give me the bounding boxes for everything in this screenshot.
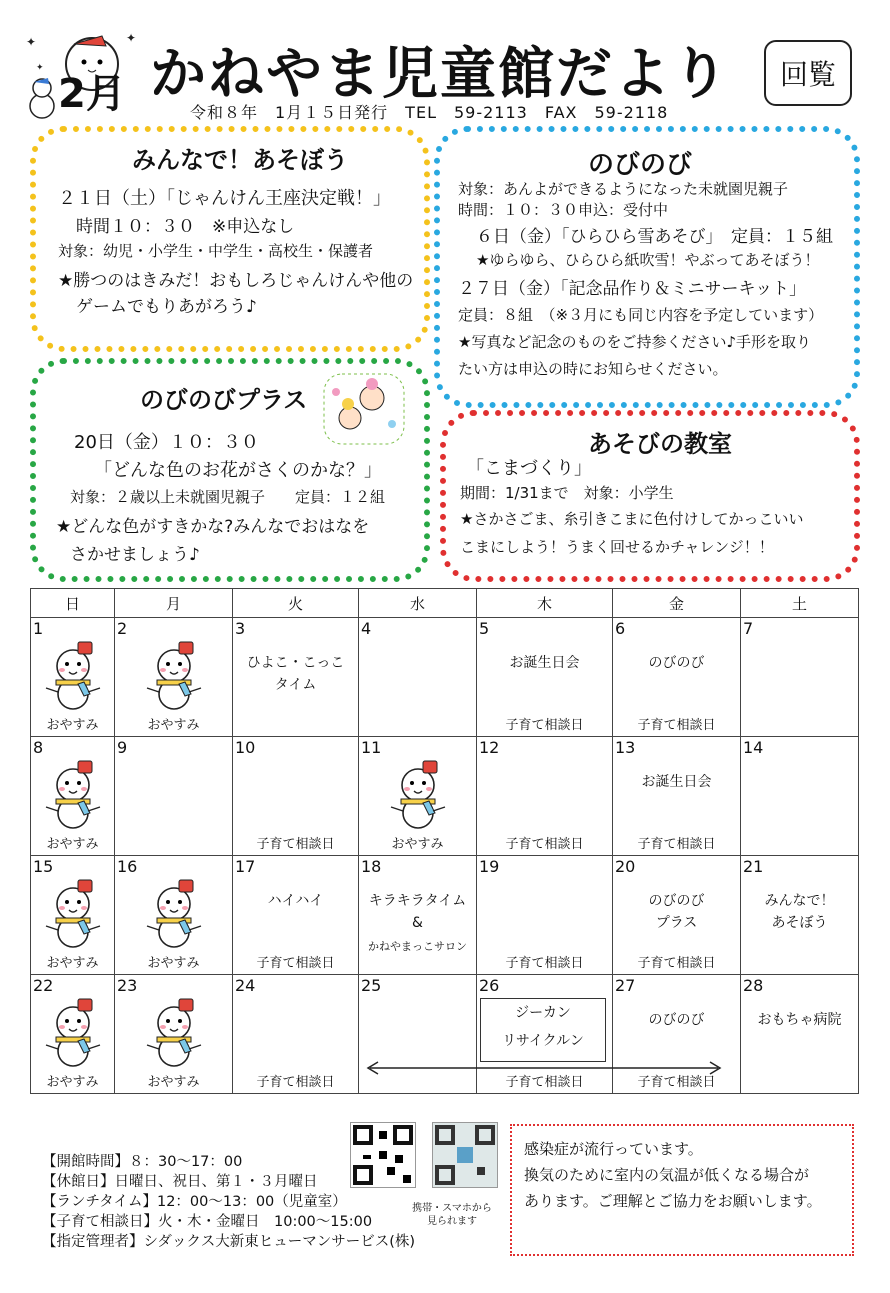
info-line: 【開館時間】８：30～17：00 <box>42 1154 243 1170</box>
calendar-event: おもちゃ病院 <box>757 1012 842 1028</box>
day-number: 27 <box>615 976 636 995</box>
minnade-heading: みんなで！あそぼう <box>132 146 348 174</box>
day-number: 14 <box>743 738 764 757</box>
cell-footer: 子育て相談日 <box>637 1075 716 1090</box>
nobinobi-line: たい方は申込の時にお知らせください。 <box>458 360 728 378</box>
snowman-icon <box>139 876 209 948</box>
cell-footer: おやすみ <box>391 837 444 852</box>
calendar-day-cell[interactable] <box>359 618 477 737</box>
qr-code-icon[interactable] <box>432 1122 498 1188</box>
cell-footer: 子育て相談日 <box>637 718 716 733</box>
day-number: 26 <box>479 976 500 995</box>
calendar-event: のびのび <box>648 1012 705 1028</box>
day-number: 17 <box>235 857 256 876</box>
plus-line: 「どんな色のお花がさくのかな？」 <box>94 460 382 481</box>
nobinobi-line: 時間：１０：３０申込：受付中 <box>458 201 669 219</box>
info-line: 【指定管理者】シダックス大新東ヒューマンサービス(株) <box>42 1234 416 1250</box>
day-number: 9 <box>117 738 128 757</box>
nobinobi-line: ★写真など記念のものをご持参ください♪手形を取り <box>458 333 812 351</box>
cell-footer: 子育て相談日 <box>637 837 716 852</box>
asobi-line: こまにしよう！うまく回せるかチャレンジ！！ <box>460 538 774 556</box>
weekday-wed: 水 <box>359 589 477 618</box>
qr-code-icon[interactable] <box>350 1122 416 1188</box>
day-number: 10 <box>235 738 256 757</box>
day-number: 5 <box>479 619 490 638</box>
weekday-thu: 木 <box>477 589 613 618</box>
svg-text:✦: ✦ <box>26 35 37 49</box>
minnade-line: ゲームでもりあがろう♪ <box>76 297 257 317</box>
day-number: 3 <box>235 619 246 638</box>
calendar-day-cell[interactable] <box>359 856 477 975</box>
snowman-icon <box>139 638 209 710</box>
info-line: 【休館日】日曜日、祝日、第１・３月曜日 <box>42 1174 318 1190</box>
calendar <box>30 588 859 1094</box>
day-number: 6 <box>615 619 626 638</box>
day-number: 1 <box>33 619 44 638</box>
cell-footer: おやすみ <box>46 1075 99 1090</box>
calendar-day-cell[interactable] <box>741 618 859 737</box>
calendar-day-cell[interactable] <box>115 856 233 975</box>
calendar-day-cell[interactable] <box>31 975 115 1094</box>
calendar-event: のびのび <box>648 655 705 671</box>
day-number: 28 <box>743 976 764 995</box>
nobinobi-heading: のびのび <box>588 150 693 180</box>
cell-footer: 子育て相談日 <box>505 1075 584 1090</box>
calendar-day-cell[interactable] <box>31 737 115 856</box>
snowman-icon <box>38 757 108 829</box>
calendar-day-cell[interactable] <box>31 618 115 737</box>
plus-heading: のびのびプラス <box>140 386 308 414</box>
cell-footer: おやすみ <box>147 956 200 971</box>
day-number: 24 <box>235 976 256 995</box>
weekday-sun: 日 <box>31 589 115 618</box>
calendar-week-row <box>31 618 859 737</box>
calendar-day-cell[interactable] <box>477 856 613 975</box>
day-number: 12 <box>479 738 500 757</box>
plus-line: 対象：２歳以上未就園児親子 定員：１２組 <box>70 488 386 506</box>
notice-line: あります。ご理解とご協力をお願いします。 <box>524 1192 822 1210</box>
calendar-day-cell[interactable] <box>359 737 477 856</box>
calendar-event: お誕生日会 <box>641 774 712 790</box>
calendar-day-cell[interactable] <box>115 975 233 1094</box>
cell-footer: 子育て相談日 <box>256 837 335 852</box>
recycle-line: リサイクルン <box>502 1033 584 1049</box>
day-number: 15 <box>33 857 54 876</box>
day-number: 2 <box>117 619 128 638</box>
nobinobi-line: 定員：８組 （※３月にも同じ内容を予定しています） <box>458 306 824 324</box>
snowman-icon <box>38 876 108 948</box>
plus-line: ★どんな色がすきかな?みんなでおはなを <box>56 517 370 537</box>
page-title: かねやま児童館だより <box>150 42 730 107</box>
calendar-event: みんなで！ <box>764 893 835 909</box>
cell-footer: 子育て相談日 <box>256 1075 335 1090</box>
calendar-week-row <box>31 737 859 856</box>
cell-footer: おやすみ <box>147 1075 200 1090</box>
svg-text:✦: ✦ <box>126 31 137 45</box>
cell-footer: 子育て相談日 <box>505 956 584 971</box>
calendar-day-cell[interactable] <box>233 737 359 856</box>
calendar-day-cell[interactable] <box>477 737 613 856</box>
asobi-line: 期間：1/31まで 対象：小学生 <box>460 484 674 502</box>
weekday-tue: 火 <box>233 589 359 618</box>
recycle-line: ジーカン <box>515 1005 571 1021</box>
qr-note-line: 見られます <box>427 1216 477 1227</box>
calendar-event: ハイハイ <box>267 893 324 909</box>
weekday-fri: 金 <box>613 589 741 618</box>
cell-footer: 子育て相談日 <box>505 837 584 852</box>
calendar-day-cell[interactable] <box>741 737 859 856</box>
recycle-period-arrow-icon <box>364 1058 724 1078</box>
calendar-day-cell[interactable] <box>233 856 359 975</box>
notice-line: 感染症が流行っています。 <box>524 1140 703 1158</box>
calendar-event: & <box>412 915 423 931</box>
info-line: 【子育て相談日】火・木・金曜日 10:00～15:00 <box>42 1214 373 1230</box>
calendar-event: プラス <box>655 915 698 931</box>
day-number: 4 <box>361 619 372 638</box>
day-number: 11 <box>361 738 382 757</box>
asobi-line: 「こまづくり」 <box>466 458 592 479</box>
calendar-event: タイム <box>274 677 317 693</box>
calendar-event: のびのび <box>648 893 705 909</box>
weekday-sat: 土 <box>741 589 859 618</box>
minnade-line: ★勝つのはきみだ！おもしろじゃんけんや他の <box>58 271 414 291</box>
snowman-icon <box>139 995 209 1067</box>
svg-text:✦: ✦ <box>36 63 44 73</box>
day-number: 18 <box>361 857 382 876</box>
nobinobi-line: ２７日（金）「記念品作り＆ミニサーキット」 <box>458 279 807 299</box>
day-number: 21 <box>743 857 764 876</box>
calendar-event: ひよこ・こっこ <box>246 655 345 671</box>
calendar-day-cell[interactable] <box>115 737 233 856</box>
cell-footer: 子育て相談日 <box>505 718 584 733</box>
calendar-day-cell[interactable] <box>477 618 613 737</box>
nobinobi-line: ★ゆらゆら、ひらひら紙吹雪！やぶってあそぼう！ <box>476 251 820 269</box>
cell-footer: おやすみ <box>46 956 99 971</box>
day-number: 8 <box>33 738 44 757</box>
calendar-day-cell[interactable] <box>741 975 859 1094</box>
plus-line: 20日（金）１０：３０ <box>74 432 259 453</box>
weekday-row <box>31 589 859 618</box>
calendar-day-cell[interactable] <box>613 618 741 737</box>
calendar-day-cell[interactable] <box>613 737 741 856</box>
calendar-event: キラキラタイム <box>368 893 467 909</box>
weekday-mon: 月 <box>115 589 233 618</box>
day-number: 25 <box>361 976 382 995</box>
day-number: 23 <box>117 976 138 995</box>
day-number: 20 <box>615 857 636 876</box>
cell-footer: おやすみ <box>46 837 99 852</box>
nobinobi-line: 対象：あんよができるようになった未就園児親子 <box>458 180 789 198</box>
cell-footer: 子育て相談日 <box>256 956 335 971</box>
day-number: 16 <box>117 857 138 876</box>
asobi-heading: あそびの教室 <box>588 430 732 458</box>
asobi-line: ★さかさごま、糸引きこまに色付けしてかっこいい <box>460 510 804 528</box>
cell-footer: おやすみ <box>46 718 99 733</box>
calendar-day-cell[interactable] <box>233 618 359 737</box>
recycle-box <box>480 998 606 1062</box>
calendar-day-cell[interactable] <box>115 618 233 737</box>
plus-line: さかせましょう♪ <box>70 545 200 565</box>
calendar-day-cell[interactable] <box>31 856 115 975</box>
calendar-event: お誕生日会 <box>509 655 580 671</box>
month-label: 2月 <box>58 71 126 117</box>
issue-info: 令和８年 1月１５日発行 TEL 59-2113 FAX 59-2118 <box>190 103 669 122</box>
calendar-day-cell[interactable] <box>741 856 859 975</box>
day-number: 22 <box>33 976 54 995</box>
qr-note <box>404 1202 500 1228</box>
cell-footer: おやすみ <box>147 718 200 733</box>
kairan-stamp: 回覧 <box>764 40 852 106</box>
minnade-line: ２１日（土）「じゃんけん王座決定戦！」 <box>58 188 391 209</box>
calendar-event: かねやまっこサロン <box>368 940 467 953</box>
snowman-icon <box>38 638 108 710</box>
snowman-icon <box>383 757 453 829</box>
qr-note-line: 携帯・スマホから <box>412 1203 492 1214</box>
day-number: 19 <box>479 857 500 876</box>
day-number: 13 <box>615 738 636 757</box>
flower-children-icon <box>322 372 406 446</box>
info-line: 【ランチタイム】12：00～13：00（児童室） <box>42 1194 347 1210</box>
calendar-day-cell[interactable] <box>613 856 741 975</box>
notice-line: 換気のために室内の気温が低くなる場合が <box>524 1166 810 1184</box>
minnade-line: 対象：幼児・小学生・中学生・高校生・保護者 <box>58 242 374 260</box>
snowman-icon <box>38 995 108 1067</box>
calendar-week-row <box>31 856 859 975</box>
minnade-line: 時間１０：３０ ※申込なし <box>76 217 295 237</box>
cell-footer: 子育て相談日 <box>637 956 716 971</box>
calendar-event: あそぼう <box>771 915 828 931</box>
day-number: 7 <box>743 619 754 638</box>
calendar-day-cell[interactable] <box>233 975 359 1094</box>
nobinobi-line: ６日（金）「ひらひら雪あそび」 定員：１５組 <box>476 227 833 247</box>
